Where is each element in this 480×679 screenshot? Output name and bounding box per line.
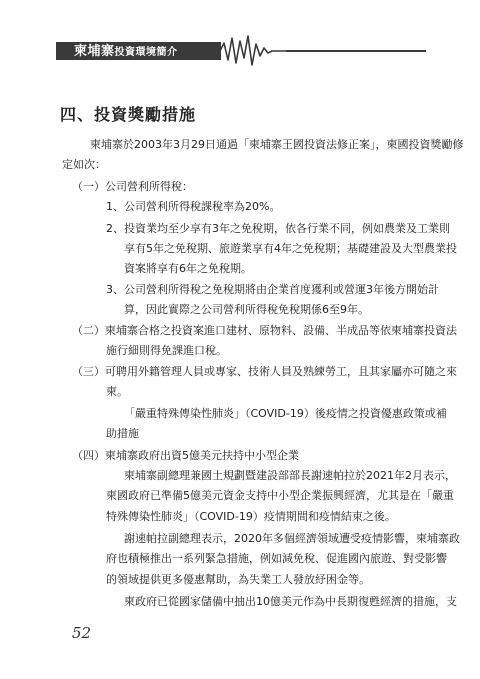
list-heading: （三）可聘用外籍管理人員或專家、技術人員及熟練勞工，且其家屬亦可隨之來 [72,365,457,378]
heartbeat-wave-icon [214,32,288,72]
body-line: 府也積極推出一系列緊急措施，例如減免稅、促進國內旅遊、對受影響 [106,552,447,565]
subheading-line: 「嚴重特殊傳染性肺炎」（COVID-19）後疫情之投資優惠政策或補 [124,407,447,420]
body-line: 施行細則得免課進口稅。 [106,344,227,357]
body-line: 柬埔寨於2003年3月29日通過「柬埔寨王國投資法修正案」，柬國投資獎勵修 [90,138,464,151]
section-title: 四、投資獎勵措施 [60,105,197,124]
body-line: 柬國政府已準備5億美元資金支持中小型企業振興經濟，尤其是在「嚴重 [106,489,454,502]
body-line: 享有5年之免稅期、旅遊業享有4年之免稅期；基礎建設及大型農業投 [124,242,457,255]
body-line: 柬埔寨副總理兼國土規劃暨建設部部長謝速帕拉於2021年2月表示， [124,469,456,482]
header-title-main: 柬埔寨 [74,44,115,59]
body-line: 資案將享有6年之免稅期。 [124,262,252,275]
body-line: 定如次： [62,158,106,171]
page-number: 52 [72,624,92,642]
body-line: 特殊傳染性肺炎」（COVID-19）疫情期間和疫情結束之後。 [106,510,396,523]
header-title-sub: 投資環境簡介 [114,47,178,58]
body-line: 柬。 [106,385,128,398]
subheading-line: 助措施 [106,427,139,440]
running-header [0,32,480,72]
body-line: 柬政府已從國家儲備中抽出10億美元作為中長期復甦經濟的措施，支 [124,595,457,608]
body-line: 謝速帕拉副總理表示，2020年多個經濟領域遭受疫情影響，柬埔寨政 [124,532,460,545]
list-item: 3、公司營利所得稅之免稅期將由企業首度獲利或營運3年後方開始計 [106,283,439,296]
list-item: 2、投資業均至少享有3年之免稅期，依各行業不同，例如農業及工業則 [106,222,450,235]
body-line: 算，因此實際之公司營利所得稅免稅期係6至9年。 [124,303,369,316]
list-heading: （四）柬埔寨政府出資5億美元扶持中小型企業 [72,449,299,462]
header-rule [286,50,426,52]
body-line: 的領域提供更多優惠幫助，為失業工人發放紓困金等。 [106,573,370,586]
list-heading: （一）公司營利所得稅： [72,180,193,193]
list-heading: （二）柬埔寨合格之投資案進口建材、原物料、設備、半成品等依柬埔寨投資法 [72,324,457,337]
header-title [74,42,178,60]
list-item: 1、公司營利所得稅課稅率為20%。 [106,200,281,213]
